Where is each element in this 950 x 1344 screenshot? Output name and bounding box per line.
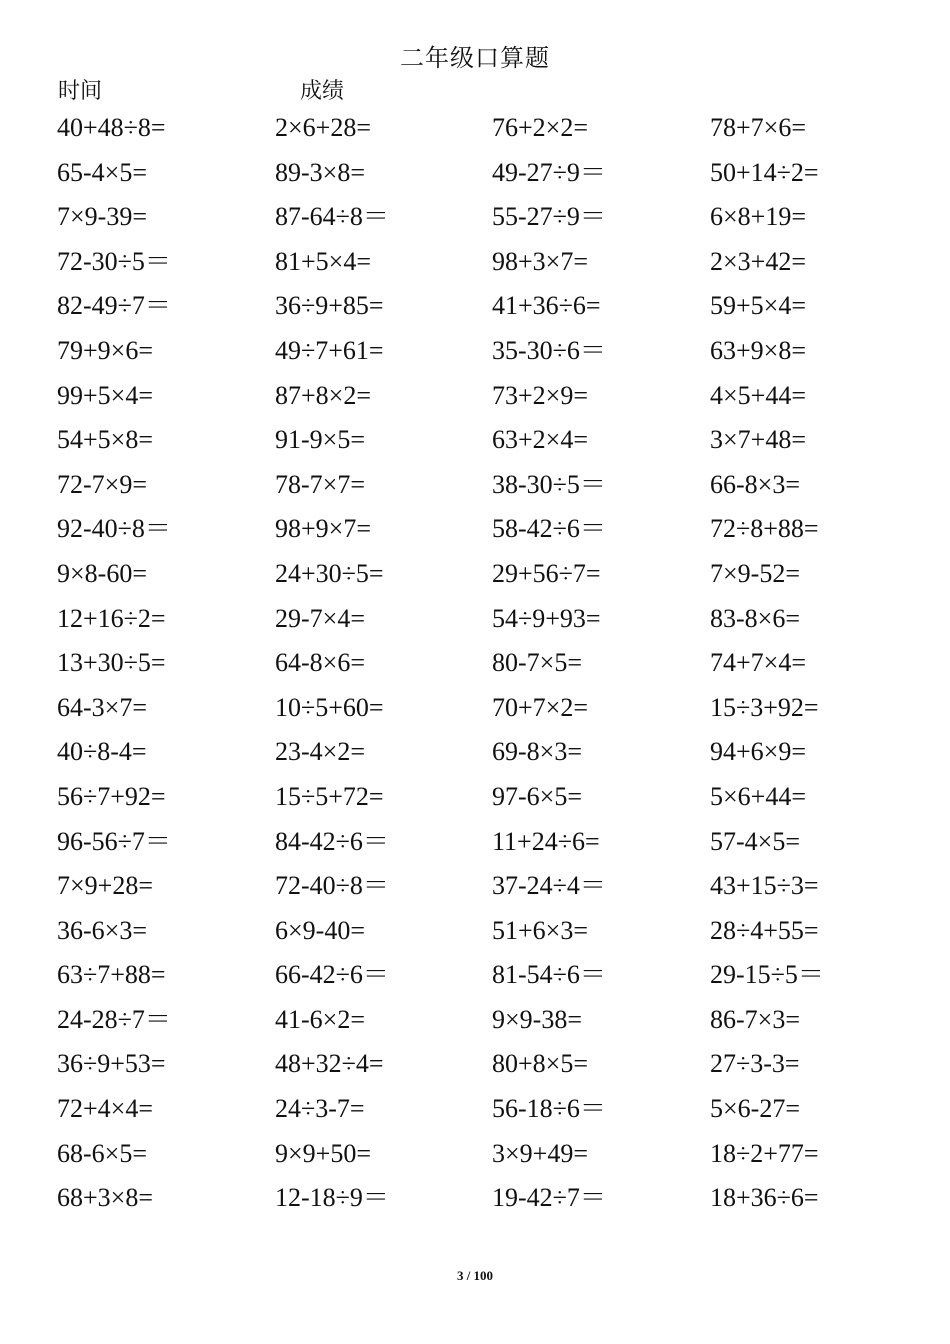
problem-item: 13+30÷5= — [57, 648, 166, 678]
problem-item: 63÷7+88= — [57, 960, 166, 990]
problem-item: 40÷8-4= — [57, 737, 147, 767]
problem-item: 18+36÷6= — [710, 1183, 819, 1213]
problem-item: 79+9×6= — [57, 335, 153, 365]
problem-row — [0, 1132, 950, 1177]
problem-item: 49÷7+61= — [275, 335, 384, 365]
problem-item: 57-4×5= — [710, 826, 800, 856]
problem-item: 24-28÷7＝ — [57, 1004, 171, 1034]
problem-item: 80+8×5= — [492, 1049, 588, 1079]
problem-item: 36÷9+53= — [57, 1049, 166, 1079]
problem-item: 87-64÷8＝ — [275, 202, 389, 232]
problem-item: 65-4×5= — [57, 157, 147, 187]
problem-item: 41-6×2= — [275, 1004, 365, 1034]
problem-item: 6×9-40= — [275, 915, 365, 945]
problem-item: 12+16÷2= — [57, 603, 166, 633]
problem-item: 94+6×9= — [710, 737, 806, 767]
problem-item: 54+5×8= — [57, 425, 153, 455]
problem-row — [0, 641, 950, 686]
problem-item: 35-30÷6＝ — [492, 335, 606, 365]
problem-row — [0, 329, 950, 374]
problem-row — [0, 953, 950, 998]
score-label: 成绩 — [300, 79, 345, 104]
problem-item: 63+9×8= — [710, 335, 806, 365]
problem-item: 7×9+28= — [57, 871, 153, 901]
problem-item: 74+7×4= — [710, 648, 806, 678]
problem-item: 2×6+28= — [275, 113, 371, 142]
problem-item: 72-30÷5＝ — [57, 246, 171, 276]
problem-item: 56÷7+92= — [57, 781, 166, 811]
problem-item: 10÷5+60= — [275, 692, 384, 722]
problem-item: 49-27÷9＝ — [492, 157, 606, 187]
problem-item: 19-42÷7＝ — [492, 1183, 606, 1213]
problem-item: 43+15÷3= — [710, 871, 819, 901]
problem-item: 64-3×7= — [57, 692, 147, 722]
problem-item: 66-8×3= — [710, 469, 800, 499]
problem-item: 76+2×2= — [492, 113, 588, 142]
problem-item: 18÷2+77= — [710, 1138, 819, 1168]
problem-item: 23-4×2= — [275, 737, 365, 767]
problem-item: 98+3×7= — [492, 246, 588, 276]
problem-item: 29+56÷7= — [492, 558, 601, 588]
problem-item: 69-8×3= — [492, 737, 582, 767]
problem-item: 80-7×5= — [492, 648, 582, 678]
problem-item: 64-8×6= — [275, 648, 365, 678]
problem-item: 11+24÷6= — [492, 826, 600, 856]
time-label: 时间 — [58, 79, 103, 104]
problem-item: 4×5+44= — [710, 380, 806, 410]
problem-item: 68-6×5= — [57, 1138, 147, 1168]
problem-item: 3×9+49= — [492, 1138, 588, 1168]
problem-row — [0, 730, 950, 775]
problem-item: 54÷9+93= — [492, 603, 601, 633]
problem-item: 24+30÷5= — [275, 558, 384, 588]
problem-row — [0, 820, 950, 865]
problem-item: 97-6×5= — [492, 781, 582, 811]
problem-row — [0, 195, 950, 240]
problem-item: 72+4×4= — [57, 1094, 153, 1124]
problem-item: 83-8×6= — [710, 603, 800, 633]
problem-item: 6×8+19= — [710, 202, 806, 232]
problem-item: 40+48÷8= — [57, 113, 166, 142]
problem-item: 27÷3-3= — [710, 1049, 800, 1079]
problem-item: 72-7×9= — [57, 469, 147, 499]
problem-item: 5×6-27= — [710, 1094, 800, 1124]
problem-item: 9×9+50= — [275, 1138, 371, 1168]
problem-item: 37-24÷4＝ — [492, 871, 606, 901]
problem-item: 7×9-52= — [710, 558, 800, 588]
problem-item: 82-49÷7＝ — [57, 291, 171, 321]
problem-item: 78-7×7= — [275, 469, 365, 499]
problem-item: 72-40÷8＝ — [275, 871, 389, 901]
problem-item: 87+8×2= — [275, 380, 371, 410]
problem-row — [0, 1176, 950, 1221]
problem-item: 96-56÷7＝ — [57, 826, 171, 856]
problem-item: 78+7×6= — [710, 113, 806, 142]
problem-row — [0, 463, 950, 508]
problem-item: 92-40÷8＝ — [57, 514, 171, 544]
problem-row — [0, 374, 950, 419]
problem-item: 84-42÷6＝ — [275, 826, 389, 856]
problem-row — [0, 240, 950, 285]
problem-item: 7×9-39= — [57, 202, 147, 232]
problem-item: 38-30÷5＝ — [492, 469, 606, 499]
problem-item: 5×6+44= — [710, 781, 806, 811]
problem-row — [0, 597, 950, 642]
problem-row — [0, 284, 950, 329]
problem-item: 68+3×8= — [57, 1183, 153, 1213]
problem-item: 36-6×3= — [57, 915, 147, 945]
problem-item: 72÷8+88= — [710, 514, 819, 544]
problem-item: 86-7×3= — [710, 1004, 800, 1034]
problem-row — [0, 151, 950, 196]
problem-item: 73+2×9= — [492, 380, 588, 410]
problem-grid — [0, 106, 950, 1221]
problem-item: 55-27÷9＝ — [492, 202, 606, 232]
problem-row — [0, 552, 950, 597]
problem-item: 29-15÷5＝ — [710, 960, 824, 990]
page-indicator: 3 / 100 — [456, 1268, 494, 1283]
problem-row — [0, 1087, 950, 1132]
problem-item: 12-18÷9＝ — [275, 1183, 389, 1213]
problem-item: 81+5×4= — [275, 246, 371, 276]
problem-item: 89-3×8= — [275, 157, 365, 187]
problem-item: 91-9×5= — [275, 425, 365, 455]
problem-item: 29-7×4= — [275, 603, 365, 633]
problem-row — [0, 418, 950, 463]
problem-row — [0, 909, 950, 954]
problem-item: 63+2×4= — [492, 425, 588, 455]
problem-item: 15÷3+92= — [710, 692, 819, 722]
problem-row — [0, 1042, 950, 1087]
problem-item: 24÷3-7= — [275, 1094, 365, 1124]
problem-row — [0, 507, 950, 552]
problem-item: 2×3+42= — [710, 246, 806, 276]
problem-item: 9×8-60= — [57, 558, 147, 588]
problem-item: 66-42÷6＝ — [275, 960, 389, 990]
problem-row — [0, 864, 950, 909]
problem-item: 56-18÷6＝ — [492, 1094, 606, 1124]
problem-row — [0, 775, 950, 820]
problem-item: 36÷9+85= — [275, 291, 384, 321]
problem-item: 15÷5+72= — [275, 781, 384, 811]
problem-item: 3×7+48= — [710, 425, 806, 455]
problem-row — [0, 998, 950, 1043]
problem-item: 81-54÷6＝ — [492, 960, 606, 990]
problem-item: 41+36÷6= — [492, 291, 601, 321]
problem-row — [0, 686, 950, 731]
problem-item: 70+7×2= — [492, 692, 588, 722]
problem-item: 28÷4+55= — [710, 915, 819, 945]
problem-item: 48+32÷4= — [275, 1049, 384, 1079]
problem-row — [0, 106, 950, 151]
problem-item: 9×9-38= — [492, 1004, 582, 1034]
problem-item: 51+6×3= — [492, 915, 588, 945]
problem-item: 99+5×4= — [57, 380, 153, 410]
problem-item: 58-42÷6＝ — [492, 514, 606, 544]
page-title: 二年级口算题 — [400, 44, 550, 72]
problem-item: 50+14÷2= — [710, 157, 819, 187]
problem-item: 98+9×7= — [275, 514, 371, 544]
problem-item: 59+5×4= — [710, 291, 806, 321]
